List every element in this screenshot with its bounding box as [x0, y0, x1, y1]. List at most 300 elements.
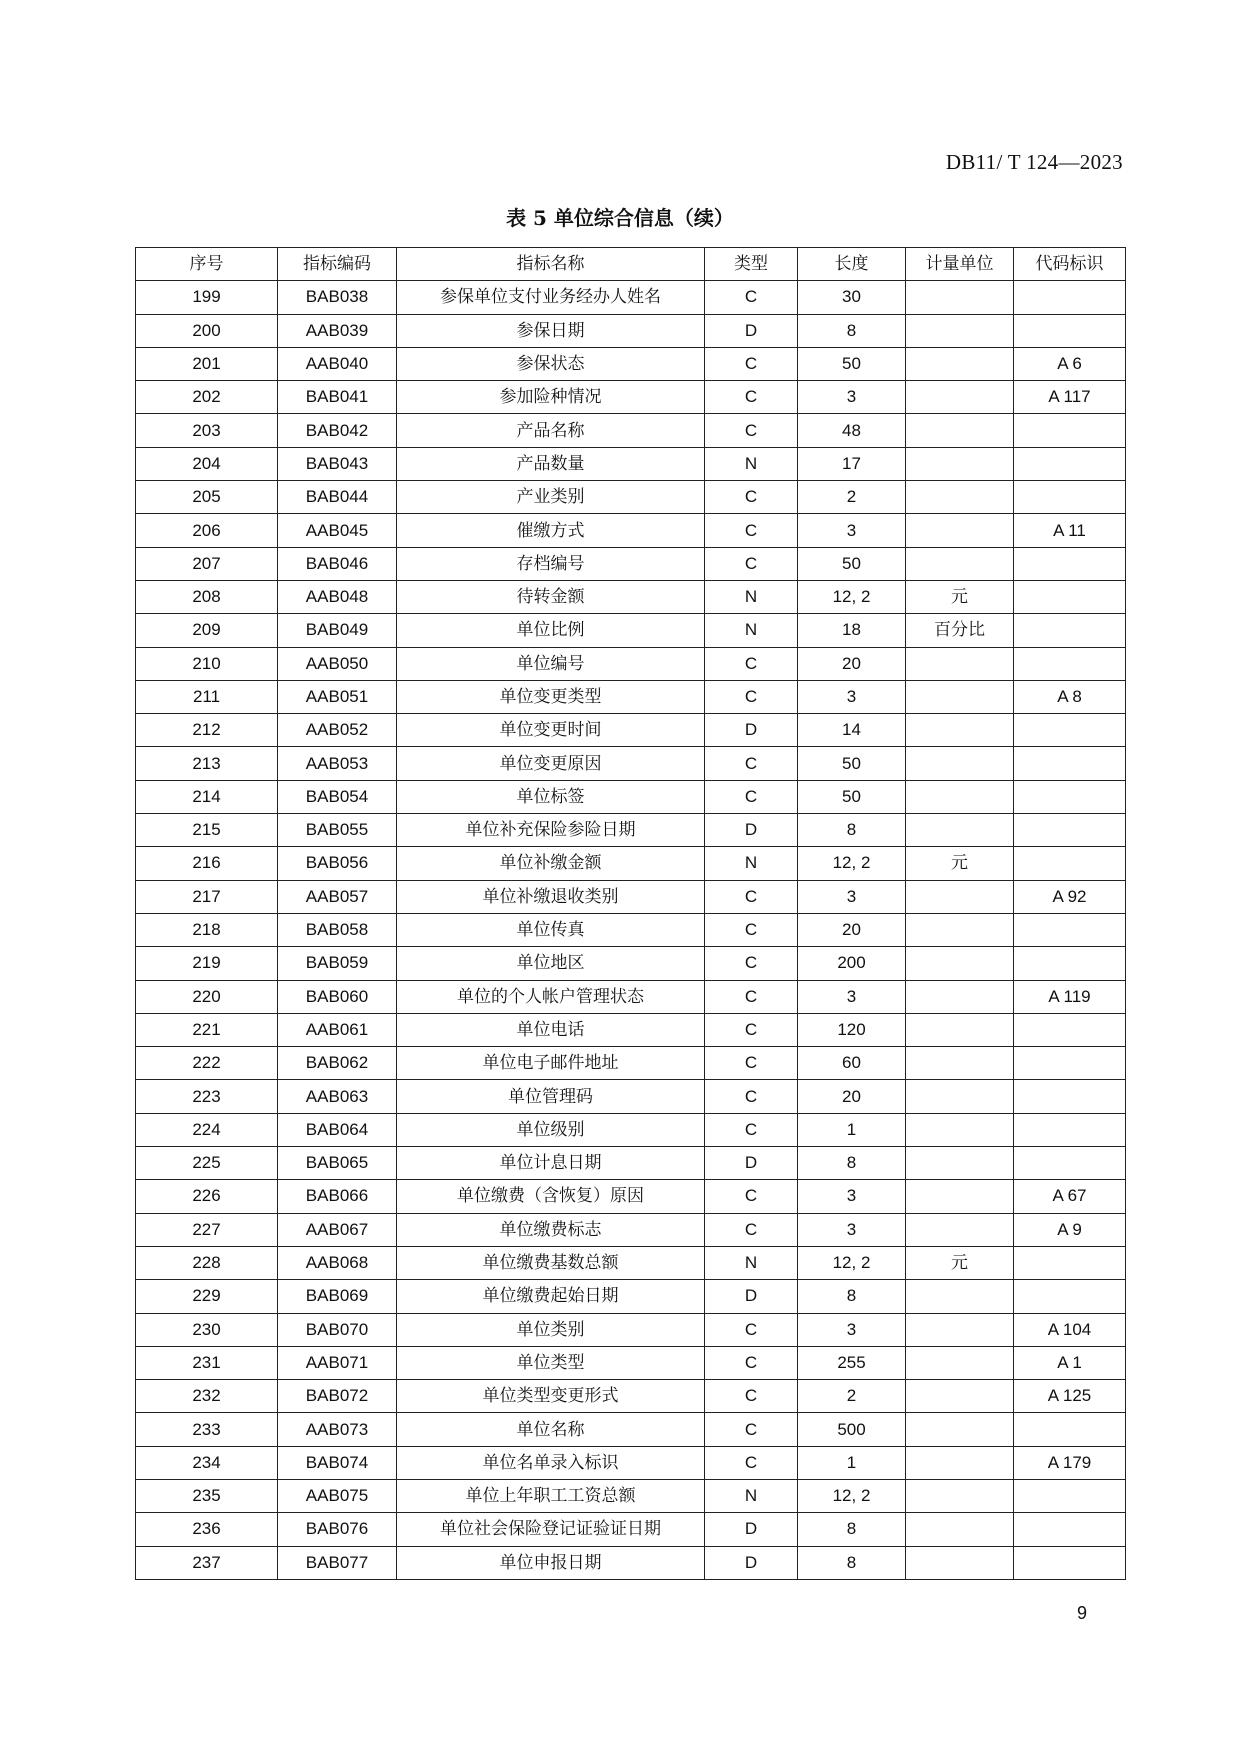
cell-type: C [705, 947, 798, 980]
cell-code-id [1014, 1013, 1126, 1046]
cell-seq: 221 [136, 1013, 278, 1046]
cell-unit [906, 814, 1014, 847]
cell-length: 30 [798, 281, 906, 314]
cell-type: C [705, 1047, 798, 1080]
cell-type: C [705, 381, 798, 414]
column-header-unit: 计量单位 [906, 248, 1014, 281]
cell-length: 50 [798, 747, 906, 780]
table-row [136, 1147, 1126, 1180]
cell-length: 3 [798, 880, 906, 913]
cell-type: D [705, 714, 798, 747]
cell-code-id [1014, 614, 1126, 647]
cell-code: BAB038 [278, 281, 397, 314]
cell-code: AAB071 [278, 1346, 397, 1379]
cell-length: 3 [798, 980, 906, 1013]
cell-type: N [705, 447, 798, 480]
cell-name: 单位类别 [397, 1313, 705, 1346]
table-row [136, 1446, 1126, 1479]
cell-seq: 208 [136, 580, 278, 613]
cell-seq: 207 [136, 547, 278, 580]
cell-name: 单位补缴退收类别 [397, 880, 705, 913]
document-code: DB11/ T 124—2023 [945, 150, 1123, 174]
table-row [136, 1479, 1126, 1512]
cell-code: BAB076 [278, 1513, 397, 1546]
cell-length: 8 [798, 1546, 906, 1579]
table-row [136, 947, 1126, 980]
cell-length: 18 [798, 614, 906, 647]
cell-unit [906, 1213, 1014, 1246]
table-row [136, 1413, 1126, 1446]
cell-length: 3 [798, 1213, 906, 1246]
cell-length: 3 [798, 381, 906, 414]
cell-seq: 220 [136, 980, 278, 1013]
cell-code-id [1014, 314, 1126, 347]
cell-seq: 224 [136, 1113, 278, 1146]
cell-code: AAB045 [278, 514, 397, 547]
table-row [136, 381, 1126, 414]
cell-type: D [705, 814, 798, 847]
cell-code-id: A 8 [1014, 680, 1126, 713]
cell-unit [906, 1513, 1014, 1546]
cell-code-id [1014, 814, 1126, 847]
cell-length: 50 [798, 347, 906, 380]
cell-code: AAB050 [278, 647, 397, 680]
cell-unit [906, 1546, 1014, 1579]
cell-code-id [1014, 847, 1126, 880]
cell-unit [906, 1313, 1014, 1346]
cell-type: C [705, 880, 798, 913]
cell-type: C [705, 347, 798, 380]
cell-unit [906, 547, 1014, 580]
cell-type: N [705, 580, 798, 613]
column-header-code-id: 代码标识 [1014, 248, 1126, 281]
cell-name: 单位变更类型 [397, 680, 705, 713]
cell-type: C [705, 1413, 798, 1446]
cell-type: C [705, 1013, 798, 1046]
cell-code: BAB060 [278, 980, 397, 1013]
cell-unit [906, 281, 1014, 314]
cell-type: N [705, 1246, 798, 1279]
cell-unit [906, 947, 1014, 980]
table-row [136, 1513, 1126, 1546]
cell-code-id [1014, 414, 1126, 447]
table-row [136, 347, 1126, 380]
cell-code-id [1014, 1479, 1126, 1512]
cell-length: 3 [798, 1180, 906, 1213]
cell-code: AAB063 [278, 1080, 397, 1113]
cell-type: C [705, 680, 798, 713]
cell-length: 50 [798, 547, 906, 580]
cell-type: C [705, 780, 798, 813]
column-header-length: 长度 [798, 248, 906, 281]
table-row [136, 1313, 1126, 1346]
cell-code-id: A 6 [1014, 347, 1126, 380]
cell-seq: 215 [136, 814, 278, 847]
cell-name: 存档编号 [397, 547, 705, 580]
cell-seq: 212 [136, 714, 278, 747]
table-row [136, 847, 1126, 880]
cell-name: 单位的个人帐户管理状态 [397, 980, 705, 1013]
cell-code-id [1014, 281, 1126, 314]
table-row [136, 481, 1126, 514]
cell-code: BAB077 [278, 1546, 397, 1579]
cell-code-id: A 119 [1014, 980, 1126, 1013]
cell-seq: 232 [136, 1380, 278, 1413]
cell-seq: 229 [136, 1280, 278, 1313]
cell-name: 单位编号 [397, 647, 705, 680]
table-row [136, 1213, 1126, 1246]
table-header-row [136, 248, 1126, 281]
cell-name: 单位缴费起始日期 [397, 1280, 705, 1313]
cell-unit [906, 414, 1014, 447]
cell-unit [906, 680, 1014, 713]
cell-seq: 210 [136, 647, 278, 680]
cell-name: 单位社会保险登记证验证日期 [397, 1513, 705, 1546]
cell-name: 单位地区 [397, 947, 705, 980]
cell-seq: 228 [136, 1246, 278, 1279]
cell-unit [906, 1013, 1014, 1046]
cell-name: 单位传真 [397, 913, 705, 946]
cell-length: 20 [798, 647, 906, 680]
cell-code-id [1014, 1413, 1126, 1446]
column-header-code: 指标编码 [278, 248, 397, 281]
cell-length: 12, 2 [798, 847, 906, 880]
cell-seq: 226 [136, 1180, 278, 1213]
column-header-type: 类型 [705, 248, 798, 281]
cell-unit [906, 980, 1014, 1013]
table-row [136, 747, 1126, 780]
table-row [136, 714, 1126, 747]
cell-unit [906, 1479, 1014, 1512]
cell-unit [906, 647, 1014, 680]
table-row [136, 1047, 1126, 1080]
cell-code-id [1014, 547, 1126, 580]
cell-code: AAB040 [278, 347, 397, 380]
cell-seq: 200 [136, 314, 278, 347]
column-header-name: 指标名称 [397, 248, 705, 281]
cell-name: 参保状态 [397, 347, 705, 380]
table-row [136, 580, 1126, 613]
cell-code-id [1014, 580, 1126, 613]
cell-seq: 204 [136, 447, 278, 480]
cell-type: C [705, 1346, 798, 1379]
cell-type: D [705, 1147, 798, 1180]
cell-unit [906, 780, 1014, 813]
cell-length: 8 [798, 314, 906, 347]
cell-name: 单位变更时间 [397, 714, 705, 747]
cell-length: 8 [798, 1147, 906, 1180]
cell-seq: 199 [136, 281, 278, 314]
cell-code: BAB069 [278, 1280, 397, 1313]
cell-code: AAB051 [278, 680, 397, 713]
cell-unit [906, 314, 1014, 347]
cell-unit: 元 [906, 847, 1014, 880]
cell-code-id [1014, 747, 1126, 780]
cell-code-id: A 179 [1014, 1446, 1126, 1479]
cell-length: 12, 2 [798, 1246, 906, 1279]
cell-unit [906, 1446, 1014, 1479]
cell-code-id [1014, 913, 1126, 946]
cell-name: 参加险种情况 [397, 381, 705, 414]
cell-length: 12, 2 [798, 1479, 906, 1512]
cell-unit: 元 [906, 580, 1014, 613]
cell-code: BAB042 [278, 414, 397, 447]
cell-name: 单位缴费基数总额 [397, 1246, 705, 1279]
table-row [136, 1113, 1126, 1146]
cell-type: C [705, 1380, 798, 1413]
table-row [136, 1546, 1126, 1579]
cell-code: BAB070 [278, 1313, 397, 1346]
cell-type: C [705, 647, 798, 680]
cell-code-id: A 9 [1014, 1213, 1126, 1246]
cell-name: 单位管理码 [397, 1080, 705, 1113]
cell-type: N [705, 847, 798, 880]
cell-code-id [1014, 647, 1126, 680]
cell-unit [906, 447, 1014, 480]
table-title: 表 5 单位综合信息（续） [506, 206, 734, 230]
cell-length: 20 [798, 1080, 906, 1113]
cell-length: 20 [798, 913, 906, 946]
cell-name: 单位比例 [397, 614, 705, 647]
cell-unit [906, 747, 1014, 780]
cell-name: 产品名称 [397, 414, 705, 447]
cell-seq: 222 [136, 1047, 278, 1080]
cell-code: AAB048 [278, 580, 397, 613]
cell-code-id: A 67 [1014, 1180, 1126, 1213]
cell-length: 8 [798, 814, 906, 847]
cell-length: 3 [798, 680, 906, 713]
cell-seq: 217 [136, 880, 278, 913]
cell-length: 14 [798, 714, 906, 747]
cell-unit [906, 913, 1014, 946]
cell-type: C [705, 1446, 798, 1479]
cell-seq: 223 [136, 1080, 278, 1113]
cell-name: 单位上年职工工资总额 [397, 1479, 705, 1512]
cell-code: BAB054 [278, 780, 397, 813]
cell-code-id [1014, 1513, 1126, 1546]
cell-unit [906, 1280, 1014, 1313]
page-number: 9 [1077, 1603, 1088, 1623]
cell-name: 单位变更原因 [397, 747, 705, 780]
table-row [136, 614, 1126, 647]
table-row [136, 780, 1126, 813]
cell-name: 单位名单录入标识 [397, 1446, 705, 1479]
cell-name: 单位缴费（含恢复）原因 [397, 1180, 705, 1213]
cell-unit: 元 [906, 1246, 1014, 1279]
table-row [136, 547, 1126, 580]
cell-name: 参保单位支付业务经办人姓名 [397, 281, 705, 314]
cell-name: 单位标签 [397, 780, 705, 813]
cell-seq: 216 [136, 847, 278, 880]
cell-name: 单位类型变更形式 [397, 1380, 705, 1413]
cell-length: 255 [798, 1346, 906, 1379]
table-row [136, 647, 1126, 680]
cell-seq: 205 [136, 481, 278, 514]
cell-code-id: A 125 [1014, 1380, 1126, 1413]
cell-unit [906, 1346, 1014, 1379]
cell-name: 单位类型 [397, 1346, 705, 1379]
cell-code-id [1014, 1546, 1126, 1579]
cell-code-id [1014, 947, 1126, 980]
cell-code-id [1014, 1246, 1126, 1279]
cell-seq: 230 [136, 1313, 278, 1346]
cell-length: 48 [798, 414, 906, 447]
cell-seq: 206 [136, 514, 278, 547]
cell-type: C [705, 1180, 798, 1213]
cell-length: 120 [798, 1013, 906, 1046]
cell-unit: 百分比 [906, 614, 1014, 647]
cell-code-id: A 117 [1014, 381, 1126, 414]
cell-length: 17 [798, 447, 906, 480]
cell-type: C [705, 481, 798, 514]
cell-code-id [1014, 1113, 1126, 1146]
cell-code: AAB053 [278, 747, 397, 780]
cell-unit [906, 347, 1014, 380]
cell-seq: 225 [136, 1147, 278, 1180]
cell-unit [906, 1413, 1014, 1446]
cell-type: C [705, 913, 798, 946]
cell-seq: 236 [136, 1513, 278, 1546]
cell-seq: 201 [136, 347, 278, 380]
cell-name: 参保日期 [397, 314, 705, 347]
cell-unit [906, 1380, 1014, 1413]
cell-type: C [705, 1213, 798, 1246]
cell-unit [906, 880, 1014, 913]
cell-seq: 227 [136, 1213, 278, 1246]
cell-length: 8 [798, 1280, 906, 1313]
cell-code-id [1014, 1047, 1126, 1080]
cell-type: D [705, 1513, 798, 1546]
cell-code-id [1014, 481, 1126, 514]
cell-type: D [705, 1546, 798, 1579]
cell-unit [906, 714, 1014, 747]
cell-code: AAB061 [278, 1013, 397, 1046]
cell-seq: 235 [136, 1479, 278, 1512]
cell-length: 2 [798, 1380, 906, 1413]
cell-code: AAB067 [278, 1213, 397, 1246]
cell-type: C [705, 1113, 798, 1146]
cell-code: BAB055 [278, 814, 397, 847]
cell-seq: 218 [136, 913, 278, 946]
cell-type: D [705, 314, 798, 347]
cell-name: 单位补充保险参险日期 [397, 814, 705, 847]
cell-unit [906, 1147, 1014, 1180]
cell-unit [906, 1080, 1014, 1113]
table-row [136, 680, 1126, 713]
cell-code: AAB068 [278, 1246, 397, 1279]
table-body [136, 281, 1126, 1580]
cell-seq: 211 [136, 680, 278, 713]
cell-code: AAB075 [278, 1479, 397, 1512]
cell-code: BAB056 [278, 847, 397, 880]
cell-length: 3 [798, 514, 906, 547]
cell-code: BAB046 [278, 547, 397, 580]
cell-unit [906, 381, 1014, 414]
cell-type: C [705, 980, 798, 1013]
cell-length: 500 [798, 1413, 906, 1446]
table-row [136, 1080, 1126, 1113]
cell-length: 12, 2 [798, 580, 906, 613]
cell-unit [906, 481, 1014, 514]
cell-unit [906, 514, 1014, 547]
cell-seq: 233 [136, 1413, 278, 1446]
cell-length: 200 [798, 947, 906, 980]
cell-type: C [705, 414, 798, 447]
cell-seq: 214 [136, 780, 278, 813]
table-row [136, 314, 1126, 347]
cell-code: AAB052 [278, 714, 397, 747]
table-row [136, 980, 1126, 1013]
cell-code: BAB062 [278, 1047, 397, 1080]
cell-code-id [1014, 714, 1126, 747]
cell-seq: 237 [136, 1546, 278, 1579]
cell-seq: 234 [136, 1446, 278, 1479]
cell-code: AAB073 [278, 1413, 397, 1446]
cell-seq: 203 [136, 414, 278, 447]
cell-code-id [1014, 1280, 1126, 1313]
cell-length: 3 [798, 1313, 906, 1346]
cell-type: N [705, 614, 798, 647]
cell-code: AAB039 [278, 314, 397, 347]
cell-code: BAB074 [278, 1446, 397, 1479]
cell-code: BAB058 [278, 913, 397, 946]
table-row [136, 814, 1126, 847]
cell-name: 单位申报日期 [397, 1546, 705, 1579]
cell-length: 1 [798, 1113, 906, 1146]
cell-name: 单位级别 [397, 1113, 705, 1146]
table-row [136, 447, 1126, 480]
cell-code: BAB041 [278, 381, 397, 414]
column-header-seq: 序号 [136, 248, 278, 281]
table-row [136, 880, 1126, 913]
table-row [136, 1380, 1126, 1413]
cell-code: BAB044 [278, 481, 397, 514]
cell-type: D [705, 1280, 798, 1313]
cell-code: BAB049 [278, 614, 397, 647]
cell-seq: 213 [136, 747, 278, 780]
cell-type: C [705, 1313, 798, 1346]
cell-type: C [705, 281, 798, 314]
cell-length: 2 [798, 481, 906, 514]
cell-unit [906, 1113, 1014, 1146]
table-row [136, 1013, 1126, 1046]
cell-code: BAB043 [278, 447, 397, 480]
cell-code-id: A 11 [1014, 514, 1126, 547]
cell-code: BAB066 [278, 1180, 397, 1213]
cell-code-id [1014, 780, 1126, 813]
cell-name: 待转金额 [397, 580, 705, 613]
cell-name: 单位计息日期 [397, 1147, 705, 1180]
cell-code: BAB059 [278, 947, 397, 980]
cell-name: 单位电话 [397, 1013, 705, 1046]
table-row [136, 281, 1126, 314]
cell-type: C [705, 547, 798, 580]
cell-code: BAB064 [278, 1113, 397, 1146]
cell-type: C [705, 1080, 798, 1113]
cell-length: 8 [798, 1513, 906, 1546]
cell-name: 单位电子邮件地址 [397, 1047, 705, 1080]
cell-seq: 219 [136, 947, 278, 980]
cell-type: N [705, 1479, 798, 1512]
cell-name: 单位补缴金额 [397, 847, 705, 880]
cell-code-id [1014, 1147, 1126, 1180]
cell-name: 产品数量 [397, 447, 705, 480]
cell-type: C [705, 514, 798, 547]
cell-name: 单位名称 [397, 1413, 705, 1446]
table-row [136, 414, 1126, 447]
cell-code-id [1014, 447, 1126, 480]
cell-code-id: A 92 [1014, 880, 1126, 913]
